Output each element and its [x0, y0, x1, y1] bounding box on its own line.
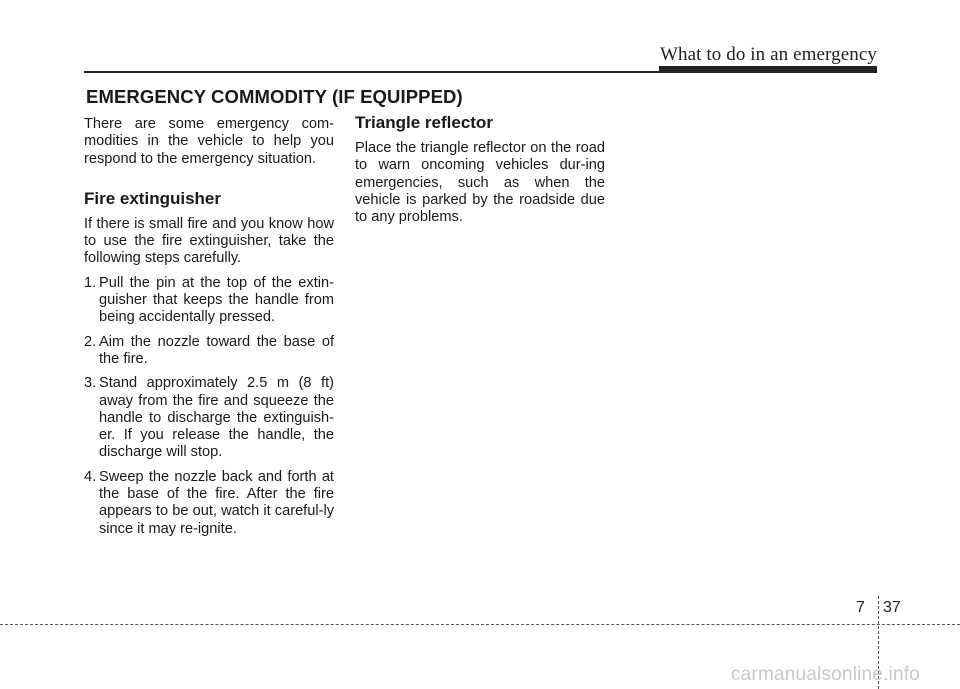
- step-number: 4.: [84, 468, 97, 485]
- step-text: Sweep the nozzle back and forth at the base of the fire. After the fire appears to be out, watch it careful-ly since it may re-ignite.: [99, 468, 334, 537]
- triangle-reflector-text: Place the triangle reflector on the road to warn oncoming vehicles dur-ing emergencies, such as when the vehicle is parked by the roadside due to any problems.: [355, 140, 605, 226]
- step-text: Aim the nozzle toward the base of the fire.: [99, 333, 334, 367]
- header-bar: [659, 66, 877, 73]
- list-item: [84, 275, 334, 327]
- fire-extinguisher-intro: If there is small fire and you know how to use the fire extinguisher, take the following steps carefully.: [84, 215, 334, 267]
- header-rule: [84, 71, 659, 73]
- list-item: [84, 469, 334, 538]
- chapter-header: What to do in an emergency: [660, 44, 877, 65]
- step-number: 3.: [84, 375, 97, 392]
- triangle-reflector-heading: Triangle reflector: [355, 113, 493, 132]
- list-item: [84, 334, 334, 369]
- step-text: Pull the pin at the top of the extin-guisher that keeps the handle from being accidentally pressed.: [99, 274, 334, 326]
- chapter-number: 7: [856, 599, 865, 616]
- page-number: 37: [883, 599, 901, 616]
- footer-rule: [0, 624, 960, 625]
- watermark: carmanualsonline.info: [730, 664, 920, 685]
- right-column: [355, 113, 605, 226]
- fire-extinguisher-steps: [84, 275, 334, 538]
- step-number: 2.: [84, 333, 97, 350]
- step-text: Stand approximately 2.5 m (8 ft) away from the fire and squeeze the handle to discharge the extinguish-er. If you release the handle, the discharge will stop.: [99, 375, 334, 461]
- fire-extinguisher-heading: Fire extinguisher: [84, 188, 221, 208]
- step-number: 1.: [84, 274, 97, 291]
- intro-paragraph: There are some emergency com-modities in the vehicle to help you respond to the emergency situation.: [84, 116, 334, 167]
- section-title: EMERGENCY COMMODITY (IF EQUIPPED): [86, 86, 463, 107]
- left-column: [84, 116, 334, 545]
- list-item: [84, 375, 334, 461]
